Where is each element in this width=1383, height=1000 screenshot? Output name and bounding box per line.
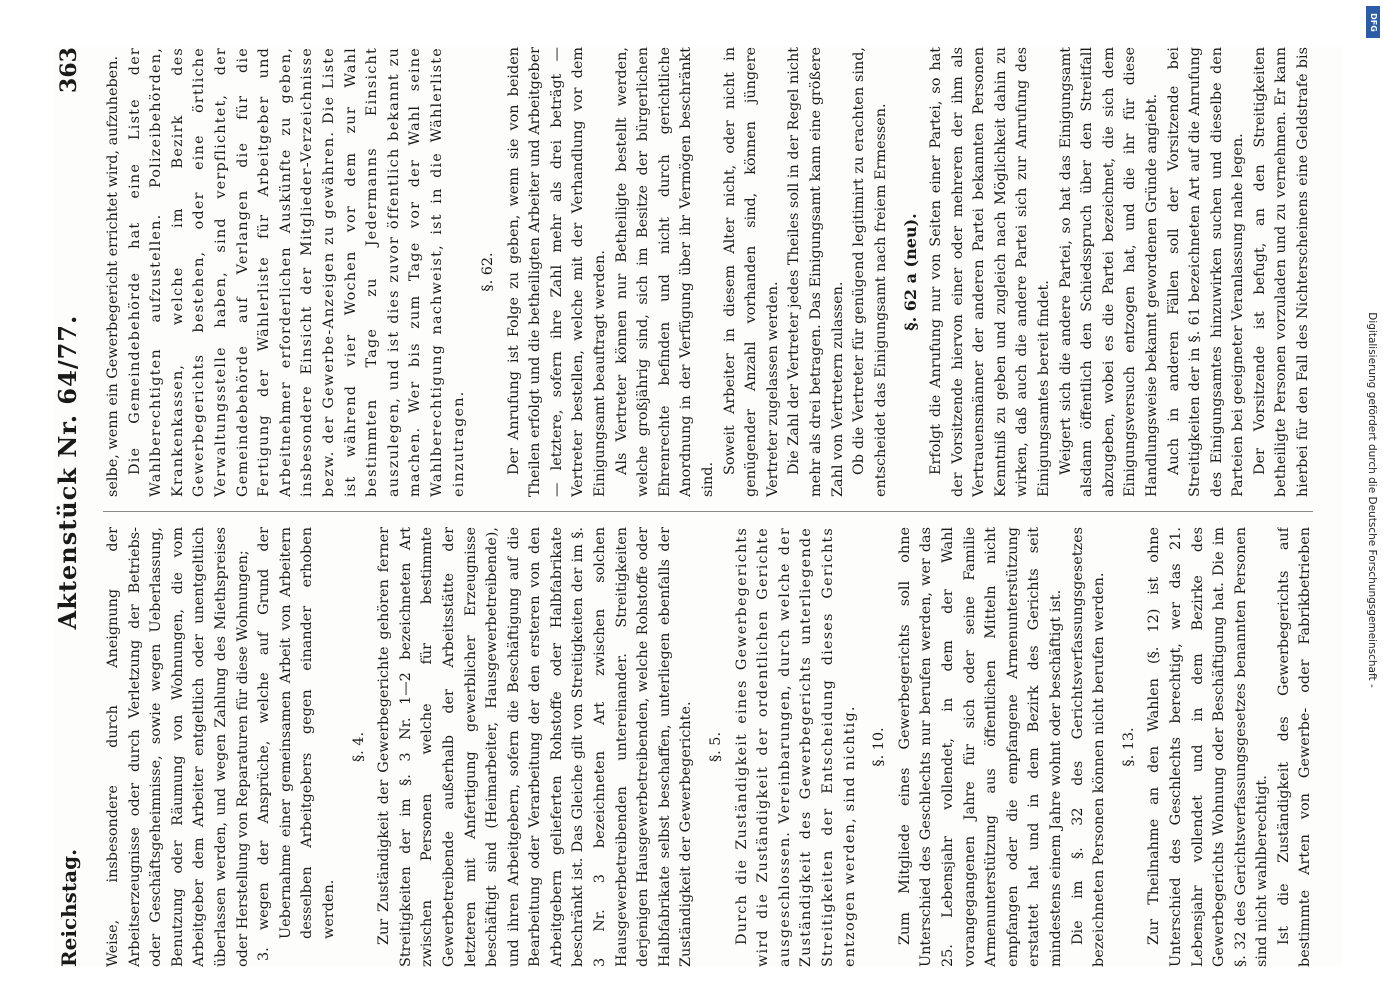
page-header — [53, 47, 93, 967]
paragraph: Der Vorsitzende ist befugt, an den Streitigkeiten betheiligte Personen vorzuladen und zu vernehmen. Er kann hierbei für den Fall des Nichterscheinens eine Geldstrafe bis — [1251, 47, 1312, 497]
paragraph: Auch in anderen Fällen soll der Vorsitzende bei Streitigkeiten der in §. 61 bezeichneten Art auf die Anrufung des Einigungsamtes hinzuwirken suchen und dieselbe den Parteien bei geeigneter Veranlassung nahe legen. — [1165, 47, 1247, 497]
document-page — [53, 47, 1343, 967]
paragraph: Erfolgt die Anrufung nur von Seiten einer Partei, so hat der Vorsitzende hiervon einer oder mehreren der ihm als Vertrauensmänner der anderen Partei bekannten Personen Kenntniß zu geben und zugleich nach Möglichkeit dahin zu wirken, daß auch die andere Partei sich zur Anrufung des Einigungsamtes bereit findet. — [927, 47, 1052, 497]
page-number: 363 — [56, 47, 82, 93]
paragraph: Der Anrufung ist Folge zu geben, wenn sie von beiden Theilen erfolgt und die betheiligten Arbeiter und Arbeitgeber — letztere, sofern ihre Zahl mehr als drei beträgt — Vertreter bestellen, welche mit der Verhandlung vor dem Einigungsamt beauftragt werden. — [505, 47, 609, 497]
paragraph: Ob die Vertreter für genügend legitimirt zu erachten sind, entscheidet das Einigungsamt nach freiem Ermessen. — [851, 47, 889, 497]
paragraph: Zur Theilnahme an den Wahlen (§. 12) ist ohne Unterschied des Geschlechts berechtigt, wer das 21. Lebensjahr vollendet und in dem Bezirke des Gewerbegerichts Wohnung oder Beschäftigung hat. Die im §. 32 des Gerichtsverfassungsgesetzes benannten Personen sind nicht wahlberechtigt. — [1146, 527, 1271, 967]
paragraph: Ist die Zuständigkeit des Gewerbegerichts auf bestimmte Arten von Gewerbe- oder Fabrikbetrieben — [1275, 527, 1314, 967]
header-left: Reichstag. — [57, 848, 81, 967]
paragraph: Zur Zuständigkeit der Gewerbegerichte gehören ferner Streitigkeiten der im §. 3 Nr. 1—2 bezeichneten Art zwischen Personen welche für bestimmte Gewerbetreibende außerhalb der Arbeitsstätte der letzteren mit Anfertigung gewerblicher Erzeugnisse beschäftigt sind (Heimarbeiter, Hausgewerbetreibende), und ihren Arbeitgebern, sofern die Beschäftigung auf die Bearbeitung oder Verarbeitung der den ersteren von den Arbeitgebern gelieferten Rohstoffe oder Halbfabrikate beschränkt ist. Das Gleiche gilt von Streitigkeiten der im §. 3 Nr. 3 bezeichneten Art zwischen solchen Hausgewerbetreibenden untereinander. Streitigkeiten derjenigen Hausgewerbetreibenden, welche Rohstoffe oder Halbfabrikate selbst beschaffen, unterliegen ebenfalls der Zuständigkeit der Gewerbegerichte. — [376, 527, 695, 967]
right-column — [103, 47, 1318, 497]
paragraph: Die im §. 32 des Gerichtsverfassungsgesetzes bezeichneten Personen können nicht berufen werden. — [1069, 527, 1108, 967]
paragraph: Weise, insbesondere durch Aneignung der Arbeitserzeugnisse oder durch Verletzung der Betriebs- oder Geschäftsgeheimnisse, sowie wegen Ueberlassung, Benutzung oder Räumung von Wohnungen, die vom Arbeitgeber dem Arbeiter entgeltlich oder unentgeltlich überlassen werden, und wegen Zahlung des Miethspreises oder Herstellung von Reparaturen für diese Wohnungen; — [105, 527, 251, 967]
dfg-logo-text: DFG — [1368, 12, 1378, 32]
section-heading: §. 62. — [480, 252, 497, 292]
left-column — [103, 527, 1318, 967]
section-heading: §. 5. — [708, 731, 725, 763]
header-title: Aktenstück Nr. 64/77. — [53, 314, 82, 630]
paragraph: Zum Mitgliede eines Gewerbegerichts soll ohne Unterschied des Geschlechts nur berufen werden, wer das 25. Lebensjahr vollendet, in dem der Wahl vorangegangenen Jahre für sich oder seine Familie Armenunterstützung aus öffentlichen Mitteln nicht empfangen oder die empfangene Armenunterstützung erstattet hat und in dem Bezirk des Gerichts seit mindestens einem Jahre wohnt oder beschäftigt ist. — [896, 527, 1064, 967]
digitization-imprint: Digitalisierung gefördert durch die Deutsche Forschungsgemeinschaft - — [1366, 312, 1378, 688]
paragraph: Weigert sich die andere Partei, so hat das Einigungsamt alsdann öffentlich den Schiedsspruch über den Streitfall abzugeben, wobei es die Partei bezeichnet, die sich dem Einigungsversuch entzogen hat, und die ihr für diese Handlungsweise bekannt gewordenen Gründe angiebt. — [1057, 47, 1160, 497]
paragraph: Die Gemeindebehörde hat eine Liste der Wahlberechtigten aufzustellen. Polizeibehörden, Krankenkassen, welche im Bezirk des Gewerbegerichts bestehen, oder eine örtliche Verwaltungsstelle haben, sind verpflichtet, der Gemeindebehörde auf Verlangen die für die Fertigung der Wählerliste für Arbeitgeber und Arbeitnehmer erforderlichen Auskünfte zu geben, insbesondere Einsicht der Mitglieder-Verzeichnisse bezw. der Gewerbe-Anzeigen zu gewähren. Die Liste ist während vier Wochen vor dem zur Wahl bestimmten Tage zu Jedermanns Einsicht auszulegen, und ist dies zuvor öffentlich bekannt zu machen. Wer bis zum Tage vor der Wahl seine Wahlberechtigung nachweist, ist in die Wählerliste einzutragen. — [126, 47, 467, 497]
section-heading: §. 62 a (neu). — [901, 213, 921, 331]
dfg-logo — [1366, 6, 1380, 38]
paragraph: selbe, wenn ein Gewerbegericht errichtet wird, aufzuheben. — [105, 55, 121, 497]
paragraph: Die Zahl der Vertreter jedes Theiles soll in der Regel nicht mehr als drei betragen. Das Einigungsamt kann eine größere Zahl von Vertretern zulassen. — [786, 47, 846, 497]
column-divider — [103, 511, 1313, 512]
section-heading: §. 13. — [1120, 727, 1137, 767]
list-item: 3. wegen der Ansprüche, welche auf Grund der Uebernahme einer gemeinsamen Arbeit von Arbeitern desselben Arbeitgebers gegen einander erhoben werden. — [256, 527, 337, 961]
paragraph: Durch die Zuständigkeit eines Gewerbegerichts wird die Zuständigkeit der ordentlichen Gerichte ausgeschlossen. Vereinbarungen, durch welche der Zuständigkeit des Gewerbegerichts unterliegende Streitigkeiten der Entscheidung dieses Gerichts entzogen werden, sind nichtig. — [733, 527, 858, 967]
paragraph: Als Vertreter können nur Betheiligte bestellt werden, welche großjährig sind, sich im Besitze der bürgerlichen Ehrenrechte befinden und nicht durch gerichtliche Anordnung in der Verfügung über ihr Vermögen beschränkt sind. — [613, 47, 717, 497]
paragraph: Soweit Arbeiter in diesem Alter nicht, oder nicht in genügender Anzahl vorhanden sind, können jüngere Vertreter zugelassen werden. — [721, 47, 781, 497]
section-heading: §. 4. — [350, 731, 367, 763]
section-heading: §. 10. — [871, 727, 888, 767]
